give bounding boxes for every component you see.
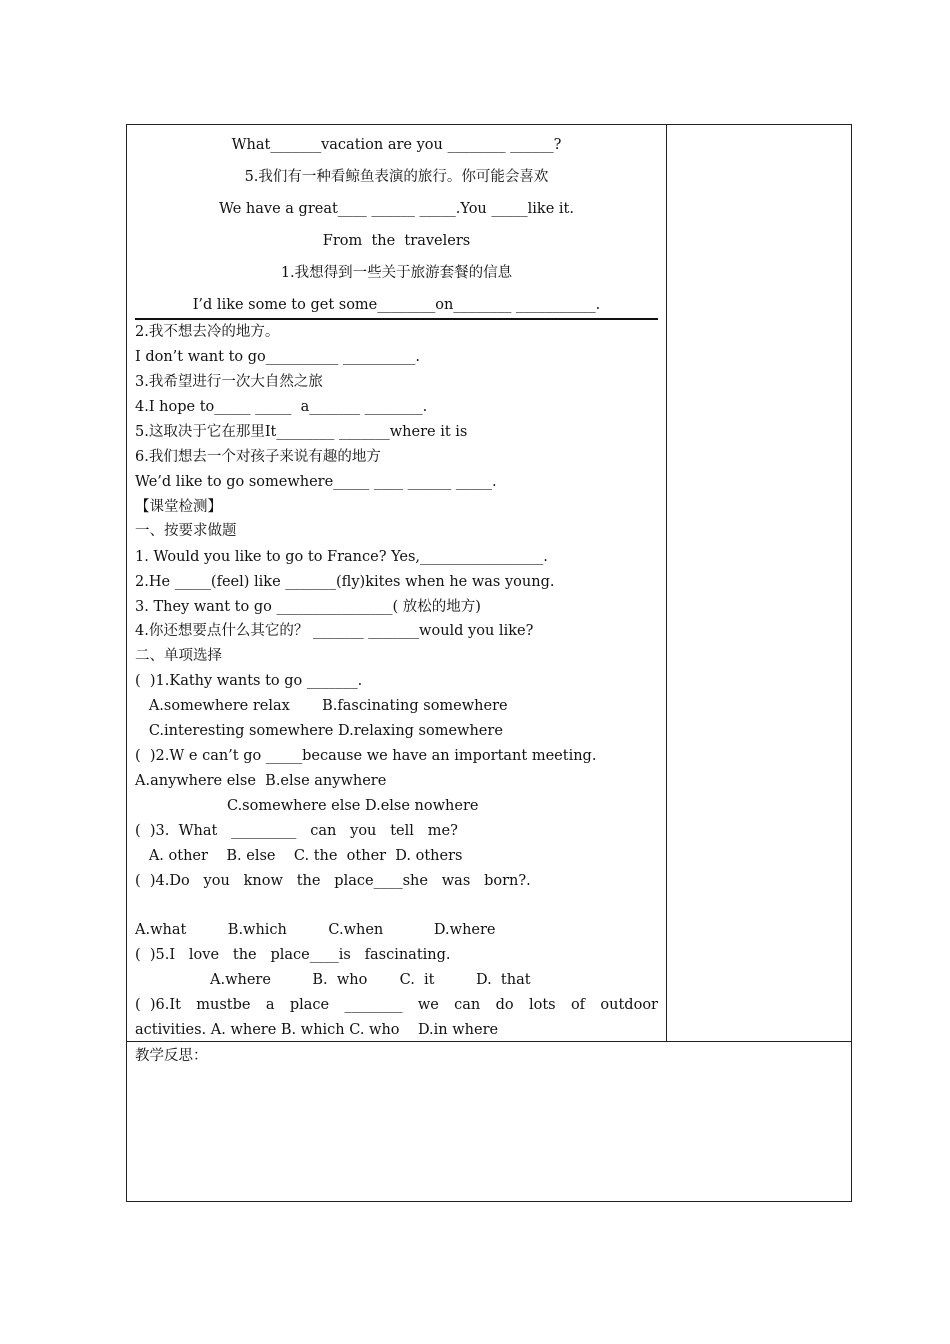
centered-line: What_______vacation are you ________ ______? (231, 137, 562, 153)
section-heading-classroom-check: 【课堂检测】 (135, 499, 222, 515)
question-5: ( )5.I love the place____is fascinating. (135, 947, 451, 963)
exercise-line: 1. Would you like to go to France? Yes,_________________. (135, 549, 548, 565)
q6-word: of (570, 997, 586, 1013)
question-4-options: A.what B.which C.when D.where (135, 922, 496, 938)
q6-word: lots (528, 997, 556, 1013)
centered-line: 5.我们有一种看鲸鱼表演的旅行。你可能会喜欢 (244, 169, 549, 185)
exercise-line: 4.你还想要点什么其它的？ _______ _______would you like? (135, 623, 534, 639)
section-heading-travelers: From the travelers (322, 233, 471, 249)
q6-word: ( )6.It (135, 997, 181, 1013)
question-1: ( )1.Kathy wants to go _______. (135, 673, 363, 689)
exercise-line: 4.I hope to_____ _____ a_______ ________. (135, 399, 428, 415)
exercise-line: 5.这取决于它在那里It________ _______where it is (135, 424, 468, 440)
q6-word: place (289, 997, 330, 1013)
question-1-options: A.somewhere relax B.fascinating somewhere (135, 698, 508, 714)
q6-word: ________ (344, 997, 403, 1013)
exercise-line: I don’t want to go__________ __________. (135, 349, 420, 365)
question-2: ( )2.W e can’t go _____because we have an important meeting. (135, 748, 597, 764)
question-3-options: A. other B. else C. the other D. others (135, 848, 463, 864)
centered-line: We have a great____ ______ _____.You _____like it. (219, 201, 574, 217)
row-divider (126, 1041, 852, 1042)
question-5-options: A.where B. who C. it D. that (210, 972, 531, 988)
question-3: ( )3. What _________ can you tell me? (135, 823, 458, 839)
exercise-line: 2.我不想去冷的地方。 (135, 324, 280, 340)
exercise-line: 3.我希望进行一次大自然之旅 (135, 374, 323, 390)
reflection-label: 教学反思： (135, 1048, 208, 1064)
q6-word: we (417, 997, 439, 1013)
q6-word: outdoor (600, 997, 658, 1013)
question-6-options: activities. A. where B. which C. who D.in where (135, 1022, 499, 1038)
section-heading-tasks: 一、按要求做题 (135, 523, 237, 539)
question-1-options: C.interesting somewhere D.relaxing somewhere (135, 723, 503, 739)
question-2-options: C.somewhere else D.else nowhere (227, 798, 479, 814)
exercise-line: 6.我们想去一个对孩子来说有趣的地方 (135, 449, 381, 465)
question-4: ( )4.Do you know the place____she was born?. (135, 873, 531, 889)
centered-line: 1.我想得到一些关于旅游套餐的信息 (280, 265, 513, 281)
q6-word: mustbe (196, 997, 251, 1013)
question-6 (135, 996, 658, 1014)
column-divider (666, 124, 667, 1041)
section-heading-multiple-choice: 二、单项选择 (135, 648, 222, 664)
exercise-line: 3. They want to go ________________( 放松的地方) (135, 599, 481, 615)
exercise-line: We’d like to go somewhere_____ ____ ______ _____. (135, 474, 497, 490)
centered-line: I’d like some to get some________on________ ___________. (192, 297, 601, 313)
horizontal-rule (135, 318, 658, 320)
q6-word: do (495, 997, 514, 1013)
q6-word: a (265, 997, 275, 1013)
exercise-line: 2.He _____(feel) like _______(fly)kites when he was young. (135, 574, 555, 590)
q6-word: can (454, 997, 481, 1013)
question-2-options: A.anywhere else B.else anywhere (135, 773, 387, 789)
